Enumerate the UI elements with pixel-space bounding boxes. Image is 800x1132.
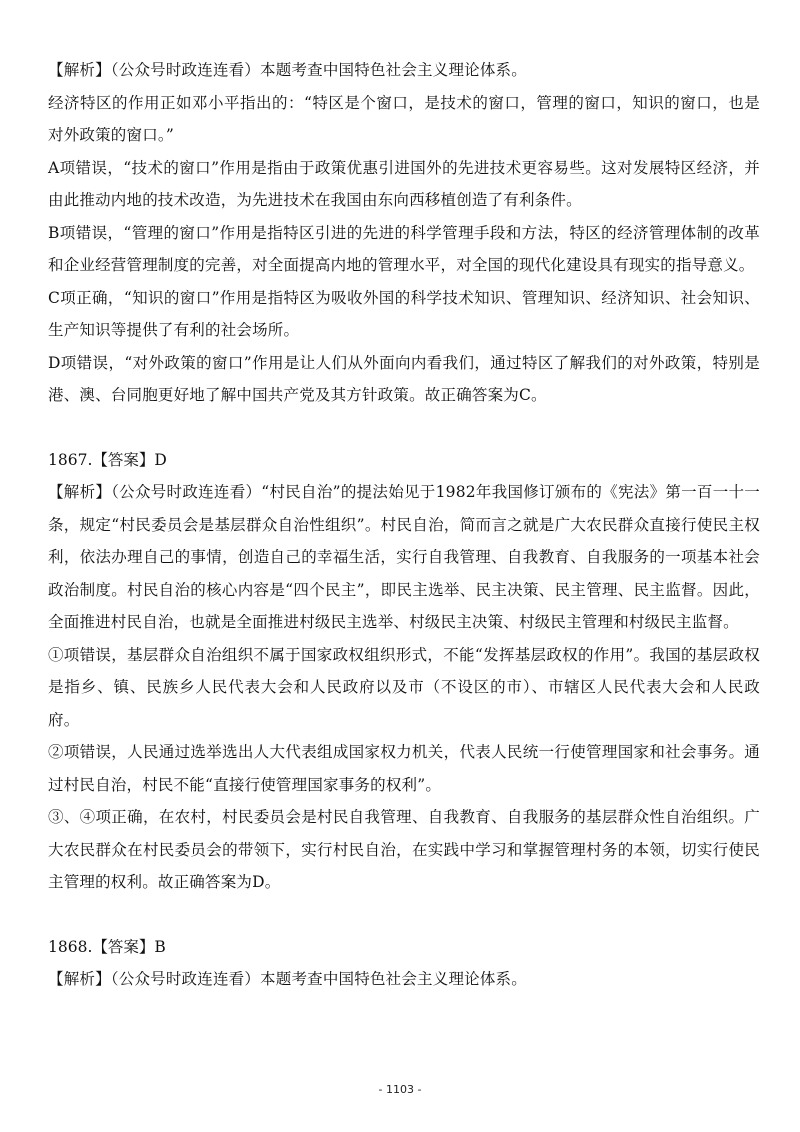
paragraph: D项错误，“对外政策的窗口”作用是让人们从外面向内看我们，通过特区了解我们的对外政策，特别是港、澳、台同胞更好地了解中国共产党及其方针政策。故正确答案为C。 <box>48 353 760 404</box>
paragraph: A项错误，“技术的窗口”作用是指由于政策优惠引进国外的先进技术更容易些。这对发展特区经济，并由此推动内地的技术改造，为先进技术在我国由东向西移植创造了有利条件。 <box>48 158 760 209</box>
paragraph: 【解析】（公众号时政连连看）本题考查中国特色社会主义理论体系。 <box>48 61 527 79</box>
answer-heading: 1867.【答案】D <box>48 450 167 469</box>
section-gap <box>48 899 760 931</box>
paragraph: 【解析】（公众号时政连连看）“村民自治”的提法始见于1982年我国修订颁布的《宪法》第一百一十一条，规定“村民委员会是基层群众自治性组织”。村民自治，简而言之就是广大农民群众直接行使民主权利，依法办理自己的事情，创造自己的幸福生活，实行自我管理、自我教育、自我服务的一项基本社会政治制度。村民自治的核心内容是“四个民主”，即民主选举、民主决策、民主管理、民主监督。因此，全面推进村民自治，也就是全面推进村级民主选举、村级民主决策、村级民主管理和村级民主监督。 <box>48 483 760 631</box>
document-body <box>48 54 760 996</box>
page-number: - 1103 - <box>378 1083 422 1096</box>
answer-heading: 1868.【答案】B <box>48 937 166 956</box>
paragraph: ③、④项正确，在农村，村民委员会是村民自我管理、自我教育、自我服务的基层群众性自治组织。广大农民群众在村民委员会的带领下，实行村民自治，在实践中学习和掌握管理村务的本领，切实行使民主管理的权利。故正确答案为D。 <box>48 808 760 891</box>
paragraph: ①项错误，基层群众自治组织不属于国家政权组织形式，不能“发挥基层政权的作用”。我国的基层政权是指乡、镇、民族乡人民代表大会和人民政府以及市（不设区的市）、市辖区人民代表大会和人民政府。 <box>48 645 760 729</box>
paragraph: 经济特区的作用正如邓小平指出的：“特区是个窗口，是技术的窗口，管理的窗口，知识的窗口，也是对外政策的窗口。” <box>48 93 760 144</box>
paragraph: ②项错误，人民通过选举选出人大代表组成国家权力机关，代表人民统一行使管理国家和社会事务。通过村民自治，村民不能“直接行使管理国家事务的权利”。 <box>48 743 760 794</box>
paragraph: B项错误，“管理的窗口”作用是指特区引进的先进的科学管理手段和方法，特区的经济管理体制的改革和企业经营管理制度的完善，对全面提高内地的管理水平，对全国的现代化建设具有现实的指导意义。 <box>48 223 760 274</box>
paragraph: 【解析】（公众号时政连连看）本题考查中国特色社会主义理论体系。 <box>48 970 527 988</box>
paragraph: C项正确，“知识的窗口”作用是指特区为吸收外国的科学技术知识、管理知识、经济知识、社会知识、生产知识等提供了有利的社会场所。 <box>48 288 760 339</box>
section-gap <box>48 412 760 444</box>
